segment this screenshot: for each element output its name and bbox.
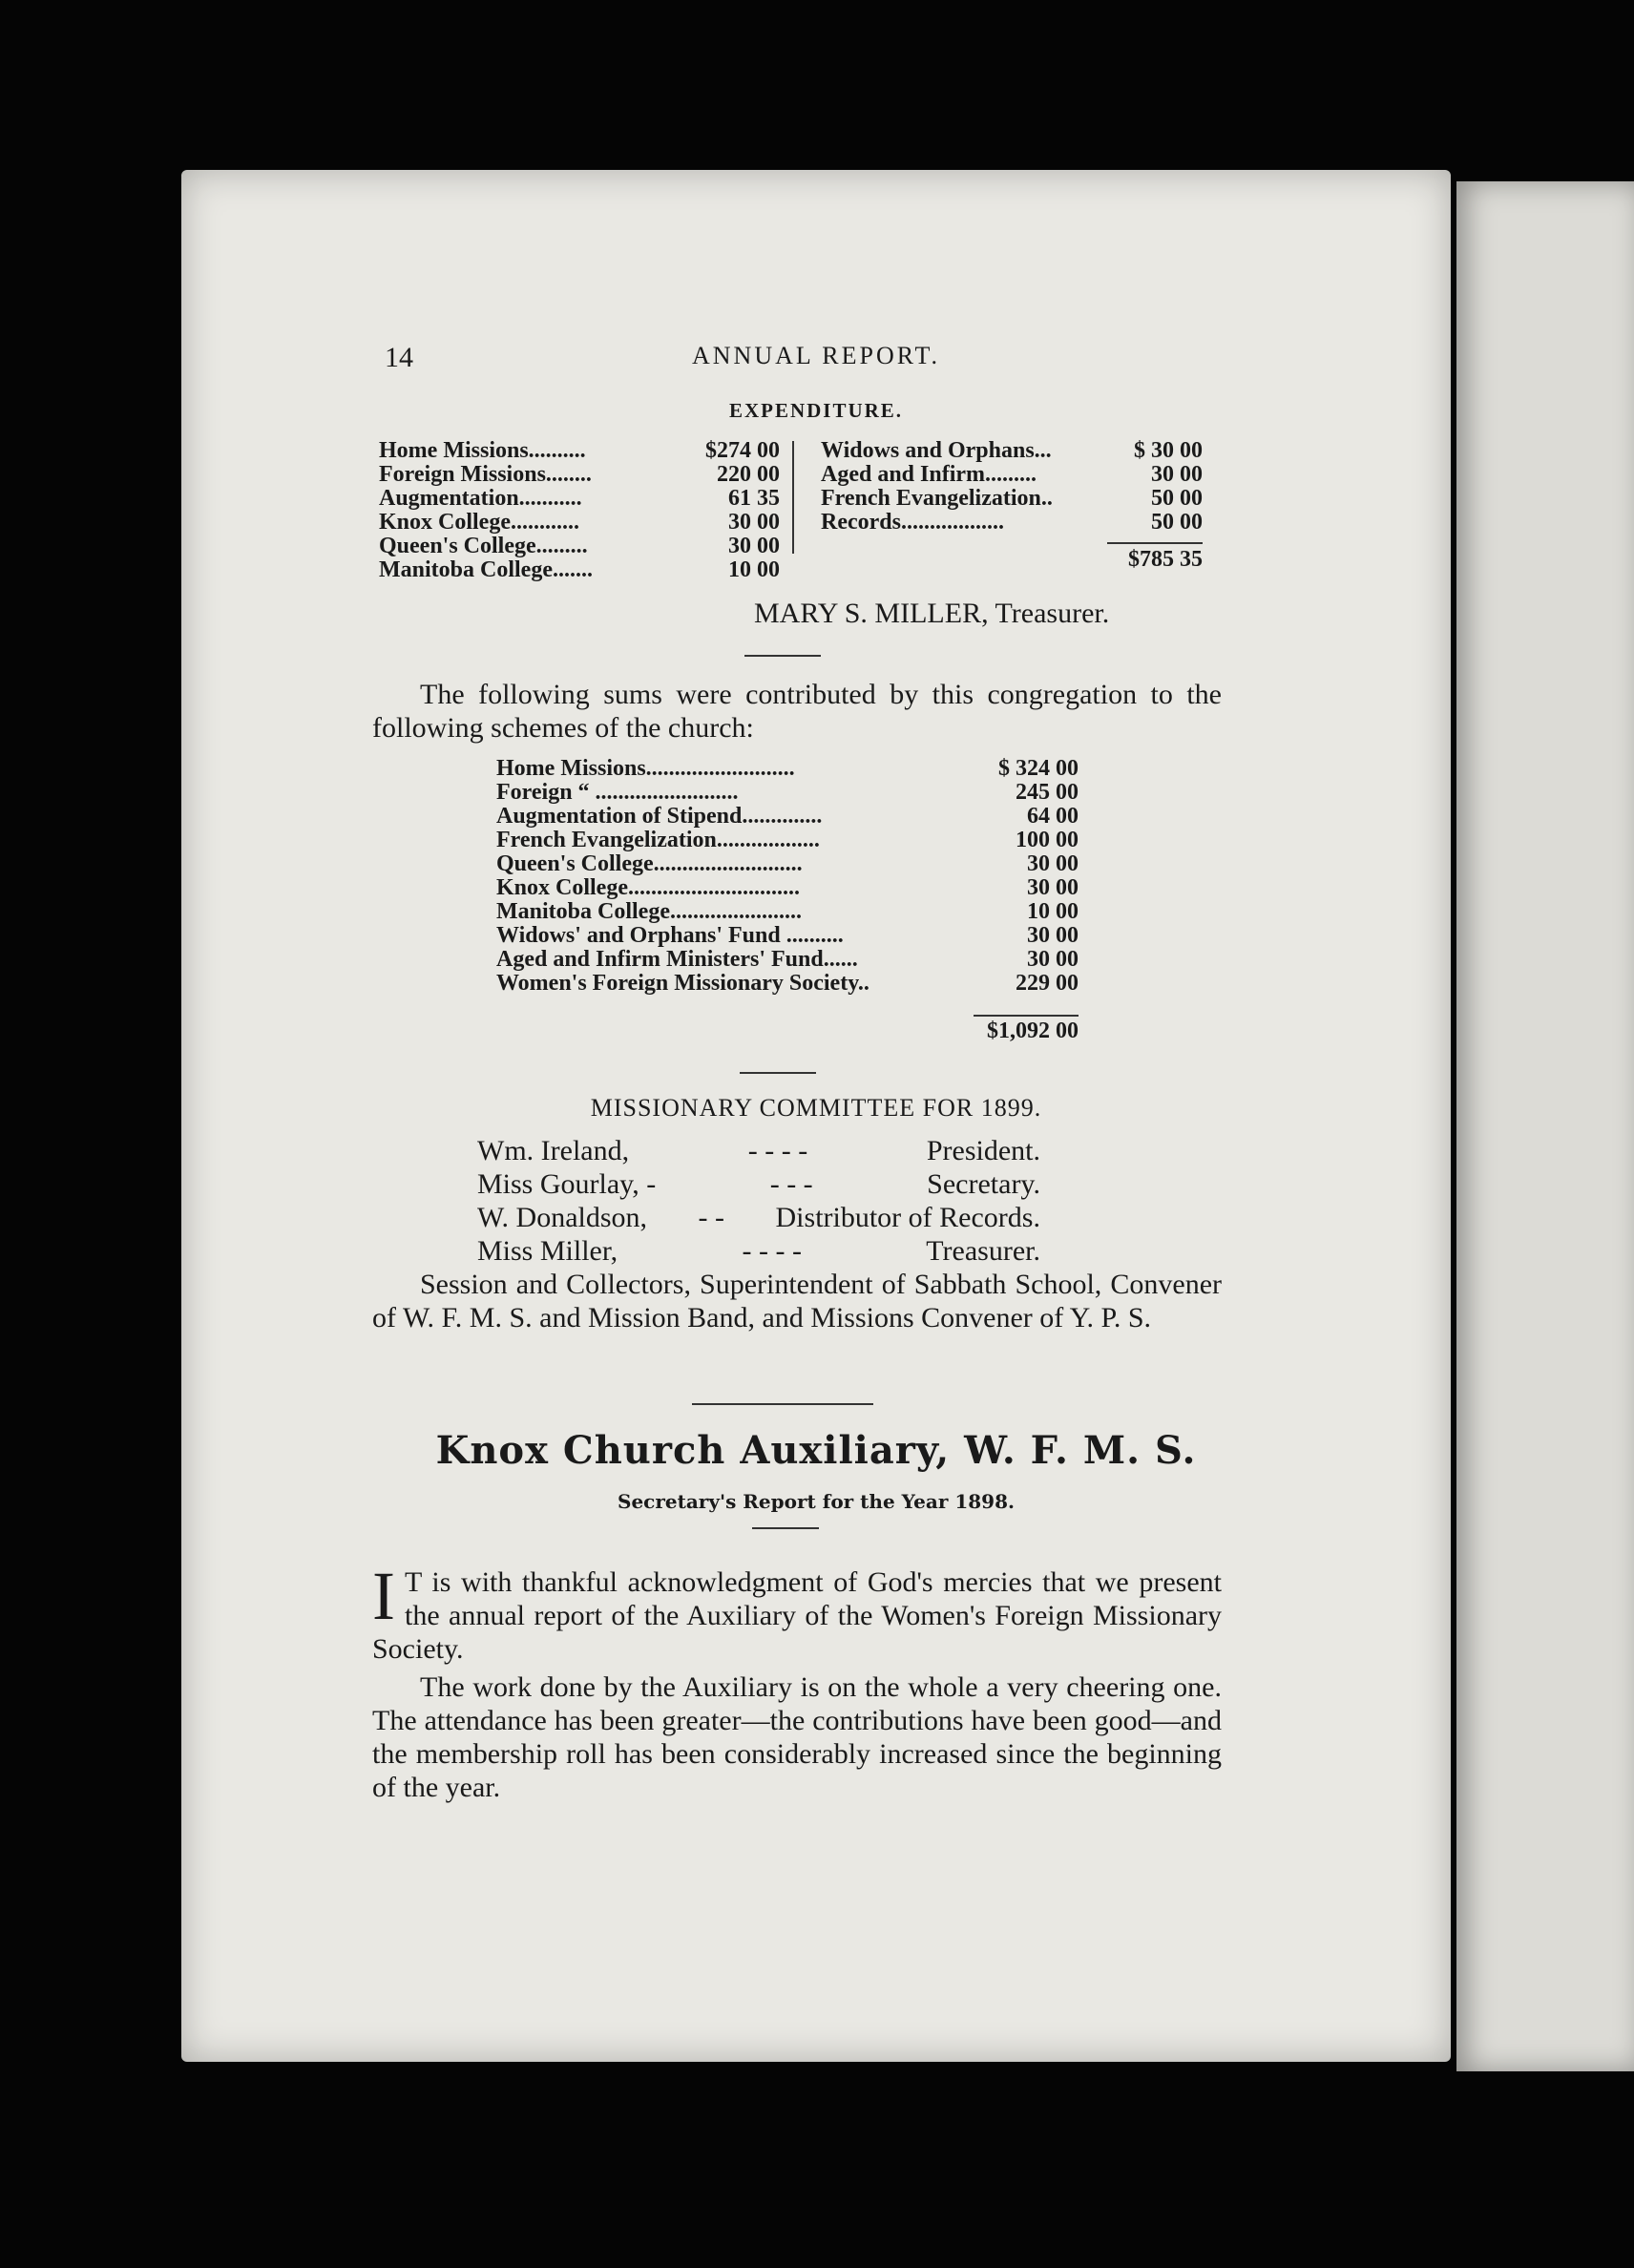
committee-title: MISSIONARY COMMITTEE FOR 1899. bbox=[590, 1094, 1042, 1122]
contribution-label: Widows' and Orphans' Fund .......... bbox=[496, 924, 844, 948]
expenditure-title: EXPENDITURE. bbox=[728, 399, 904, 422]
section-divider bbox=[740, 1072, 816, 1074]
ledger-label: Widows and Orphans... bbox=[821, 439, 1052, 463]
treasurer-signature: MARY S. MILLER, Treasurer. bbox=[754, 598, 1110, 629]
contribution-row bbox=[496, 948, 1079, 972]
committee-member bbox=[477, 1167, 1040, 1201]
contribution-label: Augmentation of Stipend.............. bbox=[496, 805, 823, 829]
committee-member bbox=[477, 1134, 1040, 1167]
member-name: Miss Gourlay, - bbox=[477, 1168, 657, 1200]
section-divider bbox=[752, 1527, 819, 1529]
contributions-total: $1,092 00 bbox=[987, 1018, 1079, 1043]
contribution-amount: 100 00 bbox=[1016, 828, 1079, 852]
contribution-amount: 30 00 bbox=[1027, 851, 1079, 876]
contribution-amount: $ 324 00 bbox=[998, 756, 1079, 781]
ledger-label: Home Missions.......... bbox=[379, 439, 586, 463]
ledger-amount: 50 00 bbox=[1151, 510, 1203, 535]
ledger-amount: 10 00 bbox=[728, 557, 780, 582]
contribution-label: French Evangelization.................. bbox=[496, 829, 820, 852]
paragraph-text: T is with thankful acknowledgment of God's mercies that we present the annual report of the Auxiliary of the Women's Foreign Missionary Society. bbox=[372, 1566, 1222, 1665]
member-name: Miss Miller, bbox=[477, 1235, 618, 1267]
ledger-label: Knox College............ bbox=[379, 511, 579, 535]
expenditure-total: $785 35 bbox=[1128, 547, 1203, 572]
contributions-intro: The following sums were contributed by this congregation to the following schemes of the church: bbox=[372, 679, 1222, 744]
contribution-amount: 10 00 bbox=[1027, 899, 1079, 924]
contribution-row bbox=[496, 876, 1079, 900]
ledger-amount: $ 30 00 bbox=[1134, 438, 1203, 463]
member-leader: - - - - bbox=[747, 1135, 808, 1166]
ledger-label: Queen's College......... bbox=[379, 535, 588, 558]
auxiliary-title: Knox Church Auxiliary, W. F. M. S. bbox=[435, 1428, 1197, 1473]
ledger-amount: 30 00 bbox=[728, 534, 780, 558]
drop-cap: I bbox=[372, 1558, 395, 1634]
ledger-row bbox=[821, 439, 1203, 463]
contribution-label: Foreign “ ......................... bbox=[496, 781, 739, 805]
column-divider bbox=[792, 441, 794, 554]
contribution-row bbox=[496, 781, 1079, 805]
contribution-label: Women's Foreign Missionary Society.. bbox=[496, 972, 869, 996]
report-paragraph-1 bbox=[372, 1558, 1222, 1666]
auxiliary-subtitle: Secretary's Report for the Year 1898. bbox=[618, 1490, 1015, 1513]
ledger-label: Augmentation........... bbox=[379, 487, 582, 511]
ledger-label: Foreign Missions........ bbox=[379, 463, 592, 487]
contribution-label: Home Missions.......................... bbox=[496, 757, 795, 781]
member-role: Distributor of Records. bbox=[775, 1202, 1040, 1233]
ledger-label: Records.................. bbox=[821, 511, 1004, 535]
ledger-amount: 50 00 bbox=[1151, 486, 1203, 511]
contribution-row bbox=[496, 900, 1079, 924]
member-name: Wm. Ireland, bbox=[477, 1135, 630, 1166]
contributions-list bbox=[496, 757, 1079, 996]
contribution-label: Aged and Infirm Ministers' Fund...... bbox=[496, 948, 858, 972]
page-number: 14 bbox=[385, 342, 413, 373]
contribution-amount: 30 00 bbox=[1027, 875, 1079, 900]
section-divider bbox=[744, 655, 821, 657]
ledger-amount: 30 00 bbox=[1151, 462, 1203, 487]
contribution-row bbox=[496, 805, 1079, 829]
report-paragraph-2: The work done by the Auxiliary is on the whole a very cheering one. The attendance has been greater—the contributions have been good—and the membership roll has been considerably increased since the beginning of the year. bbox=[372, 1671, 1222, 1803]
contribution-label: Knox College.............................. bbox=[496, 876, 800, 900]
contribution-amount: 229 00 bbox=[1016, 971, 1079, 996]
contribution-row bbox=[496, 852, 1079, 876]
member-leader: - - bbox=[698, 1202, 725, 1233]
section-divider bbox=[692, 1403, 873, 1405]
expenditure-left-column bbox=[379, 439, 780, 582]
contribution-amount: 30 00 bbox=[1027, 947, 1079, 972]
contribution-row bbox=[496, 829, 1079, 852]
ledger-row bbox=[379, 487, 780, 511]
contribution-label: Queen's College.......................... bbox=[496, 852, 803, 876]
document-page bbox=[181, 170, 1451, 2062]
ledger-row bbox=[379, 511, 780, 535]
ledger-row bbox=[379, 535, 780, 558]
contribution-row bbox=[496, 757, 1079, 781]
committee-note: Session and Collectors, Superintendent of Sabbath School, Convener of W. F. M. S. and Mission Band, and Missions Convener of Y. P. S. bbox=[372, 1269, 1222, 1334]
contribution-row bbox=[496, 972, 1079, 996]
adjacent-page-edge bbox=[1456, 181, 1634, 2071]
member-role: Treasurer. bbox=[926, 1235, 1040, 1267]
running-head: ANNUAL REPORT. bbox=[692, 342, 940, 369]
ledger-amount: 61 35 bbox=[728, 486, 780, 511]
ledger-label: Aged and Infirm......... bbox=[821, 463, 1037, 487]
contribution-row bbox=[496, 924, 1079, 948]
committee-list bbox=[477, 1134, 1040, 1268]
committee-member bbox=[477, 1234, 1040, 1268]
committee-member bbox=[477, 1201, 1040, 1234]
total-rule bbox=[974, 1015, 1079, 1017]
contribution-amount: 30 00 bbox=[1027, 923, 1079, 948]
ledger-row bbox=[379, 463, 780, 487]
contribution-label: Manitoba College....................... bbox=[496, 900, 802, 924]
ledger-row bbox=[379, 558, 780, 582]
contribution-amount: 245 00 bbox=[1016, 780, 1079, 805]
ledger-label: French Evangelization.. bbox=[821, 487, 1053, 511]
contribution-amount: 64 00 bbox=[1027, 804, 1079, 829]
ledger-amount: 220 00 bbox=[717, 462, 780, 487]
member-leader: - - - bbox=[769, 1168, 813, 1200]
expenditure-right-column bbox=[821, 439, 1203, 535]
ledger-label: Manitoba College....... bbox=[379, 558, 593, 582]
member-leader: - - - - bbox=[742, 1235, 802, 1267]
ledger-row bbox=[821, 511, 1203, 535]
ledger-row bbox=[379, 439, 780, 463]
member-role: Secretary. bbox=[927, 1168, 1040, 1200]
ledger-row bbox=[821, 463, 1203, 487]
ledger-row bbox=[821, 487, 1203, 511]
total-rule bbox=[1107, 542, 1203, 544]
member-name: W. Donaldson, bbox=[477, 1202, 648, 1233]
ledger-amount: 30 00 bbox=[728, 510, 780, 535]
member-role: President. bbox=[926, 1135, 1040, 1166]
ledger-amount: $274 00 bbox=[705, 438, 780, 463]
